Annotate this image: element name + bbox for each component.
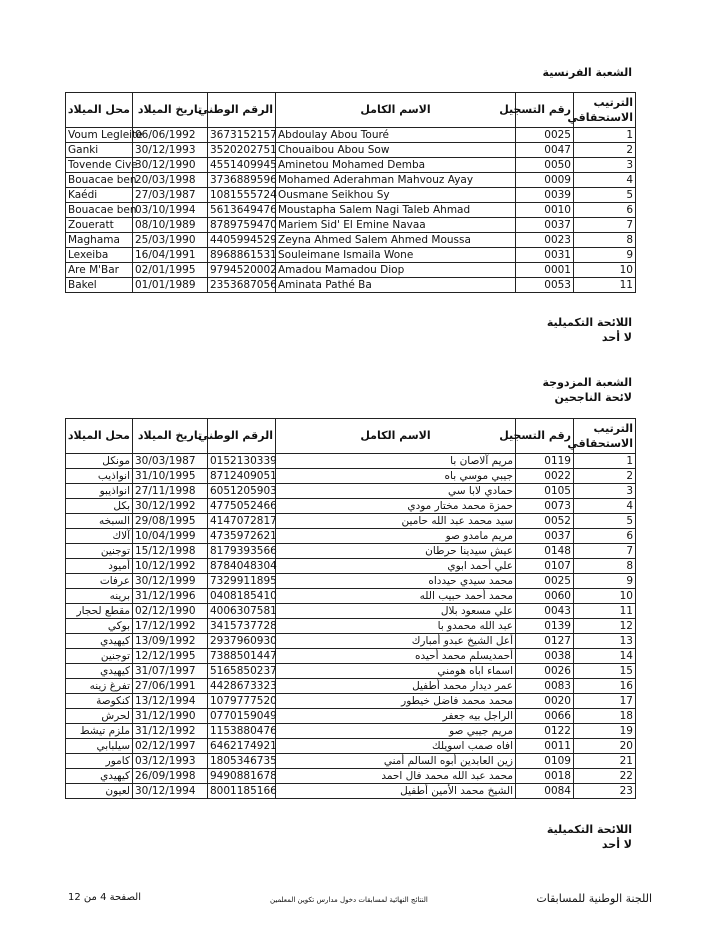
full-name-cell: زين العابدين أبوه السالم أمني xyxy=(276,754,516,769)
national-id-cell: 0408185410 xyxy=(208,589,276,604)
birth-place-cell: انواذيبو xyxy=(66,484,133,499)
registration-cell: 0031 xyxy=(516,248,574,263)
rank-cell: 3 xyxy=(574,484,636,499)
rank-cell: 7 xyxy=(574,544,636,559)
birth-place-cell: كامور xyxy=(66,754,133,769)
registration-cell: 0038 xyxy=(516,649,574,664)
registration-cell: 0083 xyxy=(516,679,574,694)
registration-cell: 0023 xyxy=(516,233,574,248)
birth-place-cell: توجنين xyxy=(66,544,133,559)
birth-place-cell: برينه xyxy=(66,589,133,604)
rank-cell: 10 xyxy=(574,263,636,278)
full-name-cell: علي مسعود بلال xyxy=(276,604,516,619)
table-row xyxy=(66,709,636,724)
table-row xyxy=(66,263,636,278)
full-name-cell: عبد الله محمدو با xyxy=(276,619,516,634)
header-rank: الترتيب الاستحقاقي xyxy=(574,93,636,128)
birth-date-cell: 10/04/1999 xyxy=(133,529,208,544)
registration-cell: 0037 xyxy=(516,218,574,233)
birth-place-cell: أميود xyxy=(66,559,133,574)
full-name-cell: Aminata Pathé Ba xyxy=(276,278,516,293)
registration-cell: 0060 xyxy=(516,589,574,604)
national-id-cell: 8001185166 xyxy=(208,784,276,799)
full-name-cell: Aminetou Mohamed Demba xyxy=(276,158,516,173)
table-row xyxy=(66,619,636,634)
birth-date-cell: 08/10/1989 xyxy=(133,218,208,233)
table-row xyxy=(66,724,636,739)
table-row xyxy=(66,694,636,709)
birth-date-cell: 27/11/1998 xyxy=(133,484,208,499)
national-id-cell: 8712409051 xyxy=(208,469,276,484)
birth-date-cell: 17/12/1992 xyxy=(133,619,208,634)
table-row xyxy=(66,188,636,203)
registration-cell: 0037 xyxy=(516,529,574,544)
birth-date-cell: 13/12/1994 xyxy=(133,694,208,709)
birth-date-cell: 31/07/1997 xyxy=(133,664,208,679)
header-national-id: الرقم الوطني xyxy=(208,419,276,454)
national-id-cell: 9794520002 xyxy=(208,263,276,278)
full-name-cell: محمد سيدي حيدداه xyxy=(276,574,516,589)
full-name-cell: Amadou Mamadou Diop xyxy=(276,263,516,278)
national-id-cell: 4405994529 xyxy=(208,233,276,248)
table-row xyxy=(66,469,636,484)
birth-place-cell: Bouacae ben xyxy=(66,203,133,218)
table-row xyxy=(66,664,636,679)
full-name-cell: حمزة محمد مختار مودي xyxy=(276,499,516,514)
full-name-cell: الراجل بيه جعفر xyxy=(276,709,516,724)
birth-place-cell: Bakel xyxy=(66,278,133,293)
successful-list-title: لائحة الناجحين xyxy=(554,391,632,404)
full-name-cell: Mariem Sid' El Emine Navaa xyxy=(276,218,516,233)
birth-place-cell: Zoueratt xyxy=(66,218,133,233)
full-name-cell: Abdoulay Abou Touré xyxy=(276,128,516,143)
birth-place-cell: كيهيدي xyxy=(66,769,133,784)
national-id-cell: 1079777520 xyxy=(208,694,276,709)
table-row xyxy=(66,649,636,664)
birth-place-cell: لعيون xyxy=(66,784,133,799)
table-row xyxy=(66,574,636,589)
birth-date-cell: 16/04/1991 xyxy=(133,248,208,263)
full-name-cell: Souleimane Ismaila Wone xyxy=(276,248,516,263)
footer-committee-name: اللجنة الوطنية للمسابقات xyxy=(536,892,652,905)
birth-date-cell: 03/10/1994 xyxy=(133,203,208,218)
header-registration: رقم التسجيل xyxy=(516,93,574,128)
registration-cell: 0139 xyxy=(516,619,574,634)
birth-date-cell: 27/06/1991 xyxy=(133,679,208,694)
birth-place-cell: انواذيب xyxy=(66,469,133,484)
rank-cell: 8 xyxy=(574,233,636,248)
national-id-cell: 3520202751 xyxy=(208,143,276,158)
registration-cell: 0022 xyxy=(516,469,574,484)
birth-date-cell: 30/12/1990 xyxy=(133,158,208,173)
national-id-cell: 0770159049 xyxy=(208,709,276,724)
rank-cell: 3 xyxy=(574,158,636,173)
table-row xyxy=(66,679,636,694)
registration-cell: 0010 xyxy=(516,203,574,218)
full-name-cell: سيد محمد عبد الله حامين xyxy=(276,514,516,529)
table-row xyxy=(66,233,636,248)
table-row xyxy=(66,544,636,559)
birth-date-cell: 31/12/1992 xyxy=(133,724,208,739)
rank-cell: 6 xyxy=(574,529,636,544)
header-full-name: الاسم الكامل xyxy=(276,419,516,454)
registration-cell: 0052 xyxy=(516,514,574,529)
rank-cell: 17 xyxy=(574,694,636,709)
national-id-cell: 7329911895 xyxy=(208,574,276,589)
national-id-cell: 0152130339 xyxy=(208,454,276,469)
footer-page-number: الصفحة 4 من 12 xyxy=(68,892,141,903)
header-registration: رقم التسجيل xyxy=(516,419,574,454)
birth-date-cell: 02/12/1997 xyxy=(133,739,208,754)
table-row xyxy=(66,203,636,218)
supplementary-list-title-2: اللائحة التكميلية xyxy=(546,823,632,836)
rank-cell: 22 xyxy=(574,769,636,784)
full-name-cell: أعل الشيخ عبدو أمبارك xyxy=(276,634,516,649)
birth-place-cell: تفرغ زينه xyxy=(66,679,133,694)
full-name-cell: أحمديسلم محمد أحيده xyxy=(276,649,516,664)
national-id-cell: 6051205903 xyxy=(208,484,276,499)
rank-cell: 4 xyxy=(574,173,636,188)
registration-cell: 0043 xyxy=(516,604,574,619)
full-name-cell: افاه صمب اسويلك xyxy=(276,739,516,754)
birth-place-cell: Kaédi xyxy=(66,188,133,203)
rank-cell: 16 xyxy=(574,679,636,694)
full-name-cell: مريم آلاصان با xyxy=(276,454,516,469)
birth-date-cell: 03/12/1993 xyxy=(133,754,208,769)
full-name-cell: Chouaibou Abou Sow xyxy=(276,143,516,158)
rank-cell: 2 xyxy=(574,143,636,158)
header-full-name: الاسم الكامل xyxy=(276,93,516,128)
table-row xyxy=(66,739,636,754)
section-french-title: الشعبة الفرنسية xyxy=(542,66,632,79)
full-name-cell: Moustapha Salem Nagi Taleb Ahmad xyxy=(276,203,516,218)
national-id-cell: 9490881678 xyxy=(208,769,276,784)
full-name-cell: عيش سيدينا حرطان xyxy=(276,544,516,559)
header-birth-date: تاريخ الميلاد xyxy=(133,419,208,454)
rank-cell: 1 xyxy=(574,454,636,469)
birth-place-cell: Tovende Cive xyxy=(66,158,133,173)
birth-date-cell: 15/12/1998 xyxy=(133,544,208,559)
registration-cell: 0009 xyxy=(516,173,574,188)
registration-cell: 0127 xyxy=(516,634,574,649)
national-id-cell: 4428673323 xyxy=(208,679,276,694)
birth-place-cell: Ganki xyxy=(66,143,133,158)
rank-cell: 19 xyxy=(574,724,636,739)
registration-cell: 0050 xyxy=(516,158,574,173)
registration-cell: 0073 xyxy=(516,499,574,514)
registration-cell: 0084 xyxy=(516,784,574,799)
rank-cell: 12 xyxy=(574,619,636,634)
national-id-cell: 4147072817 xyxy=(208,514,276,529)
table-row xyxy=(66,278,636,293)
birth-date-cell: 12/12/1995 xyxy=(133,649,208,664)
header-national-id: الرقم الوطني xyxy=(208,93,276,128)
full-name-cell: الشيخ محمد الأمين أطفيل xyxy=(276,784,516,799)
table-row xyxy=(66,589,636,604)
birth-place-cell: ملزم تيشط xyxy=(66,724,133,739)
rank-cell: 10 xyxy=(574,589,636,604)
rank-cell: 11 xyxy=(574,604,636,619)
national-id-cell: 5165850237 xyxy=(208,664,276,679)
national-id-cell: 8789759470 xyxy=(208,218,276,233)
header-birth-place: محل الميلاد xyxy=(66,93,133,128)
birth-date-cell: 20/03/1998 xyxy=(133,173,208,188)
registration-cell: 0025 xyxy=(516,574,574,589)
full-name-cell: مريم مامدو صو xyxy=(276,529,516,544)
national-id-cell: 6462174921 xyxy=(208,739,276,754)
table-row xyxy=(66,634,636,649)
registration-cell: 0001 xyxy=(516,263,574,278)
rank-cell: 9 xyxy=(574,248,636,263)
national-id-cell: 4735972621 xyxy=(208,529,276,544)
birth-place-cell: كيهيدي xyxy=(66,664,133,679)
birth-place-cell: Are M'Bar xyxy=(66,263,133,278)
full-name-cell: علي أحمد ابوي xyxy=(276,559,516,574)
national-id-cell: 8968861531 xyxy=(208,248,276,263)
full-name-cell: محمد محمد فاضل خيطور xyxy=(276,694,516,709)
rank-cell: 9 xyxy=(574,574,636,589)
footer-document-title: النتائج النهائية لمسابقات دخول مدارس تكوين المعلمين xyxy=(270,896,428,904)
header-birth-date: تاريخ الميلاد xyxy=(133,93,208,128)
full-name-cell: Mohamed Aderahman Mahvouz Ayay xyxy=(276,173,516,188)
birth-place-cell: مونكل xyxy=(66,454,133,469)
table-row xyxy=(66,218,636,233)
registration-cell: 0047 xyxy=(516,143,574,158)
table-row xyxy=(66,514,636,529)
national-id-cell: 3415737728 xyxy=(208,619,276,634)
rank-cell: 20 xyxy=(574,739,636,754)
full-name-cell: مريم جيبي صو xyxy=(276,724,516,739)
birth-place-cell: Maghama xyxy=(66,233,133,248)
birth-date-cell: 02/01/1995 xyxy=(133,263,208,278)
full-name-cell: جيبي موسي باه xyxy=(276,469,516,484)
table-row xyxy=(66,143,636,158)
registration-cell: 0018 xyxy=(516,769,574,784)
rank-cell: 11 xyxy=(574,278,636,293)
french-results-table xyxy=(65,92,636,293)
birth-date-cell: 01/01/1989 xyxy=(133,278,208,293)
table-row xyxy=(66,754,636,769)
national-id-cell: 2353687056 xyxy=(208,278,276,293)
national-id-cell: 1805346735 xyxy=(208,754,276,769)
registration-cell: 0026 xyxy=(516,664,574,679)
rank-cell: 14 xyxy=(574,649,636,664)
header-rank: الترتيب الاستحقاقي xyxy=(574,419,636,454)
birth-date-cell: 25/03/1990 xyxy=(133,233,208,248)
registration-cell: 0025 xyxy=(516,128,574,143)
birth-date-cell: 30/03/1987 xyxy=(133,454,208,469)
birth-date-cell: 10/12/1992 xyxy=(133,559,208,574)
rank-cell: 5 xyxy=(574,514,636,529)
birth-place-cell: مقطع لحجار xyxy=(66,604,133,619)
registration-cell: 0066 xyxy=(516,709,574,724)
supplementary-list-title-1: اللائحة التكميلية xyxy=(546,316,632,329)
rank-cell: 7 xyxy=(574,218,636,233)
supplementary-list-value-2: لا أحد xyxy=(601,838,632,851)
section-bilingual-title: الشعبة المزدوجة xyxy=(542,376,632,389)
national-id-cell: 5613649476 xyxy=(208,203,276,218)
rank-cell: 18 xyxy=(574,709,636,724)
rank-cell: 8 xyxy=(574,559,636,574)
national-id-cell: 3673152157 xyxy=(208,128,276,143)
full-name-cell: Zeyna Ahmed Salem Ahmed Moussa xyxy=(276,233,516,248)
birth-place-cell: توجنين xyxy=(66,649,133,664)
national-id-cell: 1153880476 xyxy=(208,724,276,739)
registration-cell: 0119 xyxy=(516,454,574,469)
birth-date-cell: 29/08/1995 xyxy=(133,514,208,529)
registration-cell: 0109 xyxy=(516,754,574,769)
birth-date-cell: 30/12/1994 xyxy=(133,784,208,799)
registration-cell: 0122 xyxy=(516,724,574,739)
rank-cell: 13 xyxy=(574,634,636,649)
national-id-cell: 3736889596 xyxy=(208,173,276,188)
birth-date-cell: 30/12/1993 xyxy=(133,143,208,158)
full-name-cell: اسماء اباه هومني xyxy=(276,664,516,679)
birth-date-cell: 27/03/1987 xyxy=(133,188,208,203)
rank-cell: 5 xyxy=(574,188,636,203)
registration-cell: 0105 xyxy=(516,484,574,499)
table-row xyxy=(66,784,636,799)
table-row xyxy=(66,604,636,619)
full-name-cell: عمر ديدار محمد أطفيل xyxy=(276,679,516,694)
birth-place-cell: كيهيدي xyxy=(66,634,133,649)
birth-date-cell: 30/12/1999 xyxy=(133,574,208,589)
registration-cell: 0107 xyxy=(516,559,574,574)
full-name-cell: حمادي لابا سي xyxy=(276,484,516,499)
birth-place-cell: بوكي xyxy=(66,619,133,634)
birth-date-cell: 31/10/1995 xyxy=(133,469,208,484)
birth-place-cell: Lexeiba xyxy=(66,248,133,263)
national-id-cell: 8179393566 xyxy=(208,544,276,559)
registration-cell: 0039 xyxy=(516,188,574,203)
table-row xyxy=(66,769,636,784)
rank-cell: 1 xyxy=(574,128,636,143)
table-row xyxy=(66,173,636,188)
full-name-cell: Ousmane Seikhou Sy xyxy=(276,188,516,203)
rank-cell: 23 xyxy=(574,784,636,799)
registration-cell: 0011 xyxy=(516,739,574,754)
birth-place-cell: Bouacae ben xyxy=(66,173,133,188)
table-row xyxy=(66,559,636,574)
birth-date-cell: 02/12/1990 xyxy=(133,604,208,619)
national-id-cell: 7388501447 xyxy=(208,649,276,664)
birth-place-cell: كنكوصة xyxy=(66,694,133,709)
supplementary-list-value-1: لا أحد xyxy=(601,331,632,344)
birth-place-cell: Voum Legleite xyxy=(66,128,133,143)
registration-cell: 0053 xyxy=(516,278,574,293)
rank-cell: 6 xyxy=(574,203,636,218)
table-row xyxy=(66,484,636,499)
birth-date-cell: 13/09/1992 xyxy=(133,634,208,649)
table-row xyxy=(66,529,636,544)
birth-date-cell: 26/09/1998 xyxy=(133,769,208,784)
table-row xyxy=(66,499,636,514)
table-row xyxy=(66,454,636,469)
full-name-cell: محمد عبد الله محمد فال احمد xyxy=(276,769,516,784)
birth-date-cell: 31/12/1996 xyxy=(133,589,208,604)
national-id-cell: 8784048304 xyxy=(208,559,276,574)
birth-place-cell: لحرش xyxy=(66,709,133,724)
registration-cell: 0148 xyxy=(516,544,574,559)
birth-place-cell: بكل xyxy=(66,499,133,514)
table-row xyxy=(66,158,636,173)
national-id-cell: 4006307581 xyxy=(208,604,276,619)
birth-date-cell: 30/12/1992 xyxy=(133,499,208,514)
rank-cell: 21 xyxy=(574,754,636,769)
birth-place-cell: سيلبابي xyxy=(66,739,133,754)
registration-cell: 0020 xyxy=(516,694,574,709)
rank-cell: 4 xyxy=(574,499,636,514)
birth-place-cell: عرفات xyxy=(66,574,133,589)
birth-place-cell: آلاك xyxy=(66,529,133,544)
birth-place-cell: السبخه xyxy=(66,514,133,529)
birth-date-cell: 31/12/1990 xyxy=(133,709,208,724)
national-id-cell: 1081555724 xyxy=(208,188,276,203)
rank-cell: 15 xyxy=(574,664,636,679)
header-birth-place: محل الميلاد xyxy=(66,419,133,454)
table-row xyxy=(66,248,636,263)
national-id-cell: 4551409945 xyxy=(208,158,276,173)
bilingual-results-table xyxy=(65,418,636,799)
national-id-cell: 4775052466 xyxy=(208,499,276,514)
full-name-cell: محمد أحمد حبيب الله xyxy=(276,589,516,604)
national-id-cell: 2937960930 xyxy=(208,634,276,649)
rank-cell: 2 xyxy=(574,469,636,484)
birth-date-cell: 06/06/1992 xyxy=(133,128,208,143)
table-row xyxy=(66,128,636,143)
